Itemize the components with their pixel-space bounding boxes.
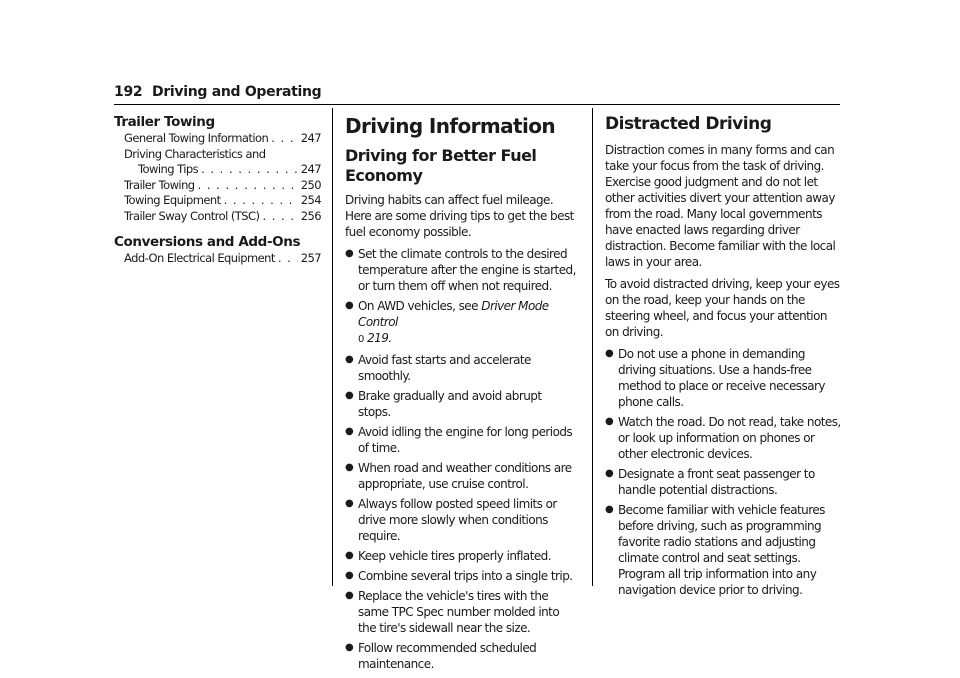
toc-leader-dots <box>271 131 297 147</box>
bullet-icon: ● <box>605 416 614 427</box>
list-item: ● Set the climate controls to the desired temperature after the engine is started, or turn them off when not required. <box>345 247 576 293</box>
toc-leader-dots <box>224 193 298 209</box>
page-reference-icon: 0 <box>358 334 364 345</box>
bullet-icon: ● <box>345 462 354 473</box>
page-number: 192 <box>114 84 143 100</box>
toc-leader-dots <box>262 209 297 225</box>
toc-leader-dots <box>278 251 298 267</box>
bullet-icon: ● <box>345 248 354 259</box>
bullet-icon: ● <box>605 348 614 359</box>
tips-list <box>605 346 841 598</box>
toc-entry-title: Towing Equipment <box>124 193 221 207</box>
list-item: ● Avoid idling the engine for long periods of time. <box>345 425 573 455</box>
column-divider-left <box>332 108 333 586</box>
bullet-icon: ● <box>345 354 354 365</box>
list-item: ● When road and weather conditions are appropriate, use cruise control. <box>345 461 572 491</box>
cross-reference-page[interactable]: 219. <box>367 331 392 345</box>
toc-column <box>114 114 321 277</box>
toc-entry-title: Add-On Electrical Equipment <box>124 251 275 265</box>
bullet-icon: ● <box>345 426 354 437</box>
list-item: ● Keep vehicle tires properly inflated. <box>345 549 552 563</box>
bullet-icon: ● <box>345 300 354 311</box>
bullet-icon: ● <box>605 468 614 479</box>
paragraph: To avoid distracted driving, keep your eyes on the road, keep your hands on the steering wheel, and focus your attention on driving. <box>605 277 840 339</box>
toc-group-trailer-towing <box>114 114 321 224</box>
toc-leader-dots <box>201 162 298 178</box>
toc-entry-page: 257 <box>300 251 321 265</box>
bullet-icon: ● <box>345 550 354 561</box>
toc-entry-trailer-sway[interactable] <box>114 209 321 225</box>
toc-entry-towing-equipment[interactable] <box>114 193 321 209</box>
list-item: ● Combine several trips into a single trip. <box>345 569 573 583</box>
toc-heading: Conversions and Add-Ons <box>114 234 301 250</box>
bullet-icon: ● <box>605 504 614 515</box>
toc-entry-title: General Towing Information <box>124 131 269 145</box>
toc-entry-page: 254 <box>300 193 321 207</box>
list-item: ● On AWD vehicles, see Driver Mode Control 0 219. <box>345 299 549 345</box>
fuel-economy-column <box>345 114 577 676</box>
toc-entry-trailer-towing[interactable] <box>114 178 321 194</box>
bullet-icon: ● <box>345 498 354 509</box>
toc-entry-general-towing[interactable] <box>114 131 321 147</box>
toc-entry-title: Trailer Towing <box>124 177 195 192</box>
list-item: ● Follow recommended scheduled maintenance. <box>345 641 537 671</box>
toc-entry-page: 247 <box>300 162 321 176</box>
list-item: ● Do not use a phone in demanding driving situations. Use a hands-free method to place or receive necessary phone calls. <box>605 347 825 409</box>
bullet-icon: ● <box>345 570 354 581</box>
tips-list <box>345 246 577 672</box>
toc-entry-page: 250 <box>300 177 321 192</box>
toc-entry-page: 247 <box>300 131 321 145</box>
column-divider-right <box>592 108 593 586</box>
chapter-title: Driving Information <box>345 114 556 138</box>
toc-leader-dots <box>198 178 298 194</box>
toc-group-conversions <box>114 234 321 267</box>
toc-entry-title: Towing Tips <box>138 162 199 176</box>
list-item: ● Replace the vehicle's tires with the same TPC Spec number molded into the tire's sidewall near the size. <box>345 589 560 635</box>
section-heading: Distracted Driving <box>605 114 772 134</box>
list-item: ● Watch the road. Do not read, take notes, or look up information on phones or other electronic devices. <box>605 415 841 461</box>
toc-entry-page: 256 <box>300 208 321 223</box>
intro-paragraph: Driving habits can affect fuel mileage. Here are some driving tips to get the best fuel economy possible. <box>345 193 574 239</box>
list-item: ● Brake gradually and avoid abrupt stops. <box>345 389 542 419</box>
toc-entry-towing-tips[interactable] <box>114 162 321 178</box>
list-item: ● Avoid fast starts and accelerate smoothly. <box>345 353 531 383</box>
toc-entry-addon-electrical[interactable] <box>114 251 321 267</box>
section-heading: Driving for Better Fuel Economy <box>345 146 537 185</box>
cross-reference-link[interactable]: Driver Mode Control <box>358 299 549 329</box>
paragraph: Distraction comes in many forms and can take your focus from the task of driving. Exercise good judgment and do not let other activities divert your attention away from the road. Many local governments have enacted laws regarding driver distraction. Become familiar with the local laws in your area. <box>605 143 836 269</box>
bullet-icon: ● <box>345 590 354 601</box>
list-item: ● Designate a front seat passenger to handle potential distractions. <box>605 467 815 497</box>
list-item: ● Become familiar with vehicle features before driving, such as programming favorite radio stations and adjusting climate control and seat settings. Program all trip information into any navigation device prior to driving. <box>605 503 825 597</box>
toc-entry-title-line1[interactable]: Driving Characteristics and <box>124 146 266 161</box>
section-title: Driving and Operating <box>152 84 322 100</box>
header-rule <box>114 104 840 105</box>
toc-entry-title: Trailer Sway Control (TSC) <box>124 208 260 223</box>
toc-heading: Trailer Towing <box>114 114 215 130</box>
list-item: ● Always follow posted speed limits or drive more slowly when conditions require. <box>345 497 557 543</box>
distracted-driving-column <box>605 114 841 602</box>
bullet-icon: ● <box>345 390 354 401</box>
page-header <box>114 84 840 104</box>
bullet-icon: ● <box>345 642 354 653</box>
